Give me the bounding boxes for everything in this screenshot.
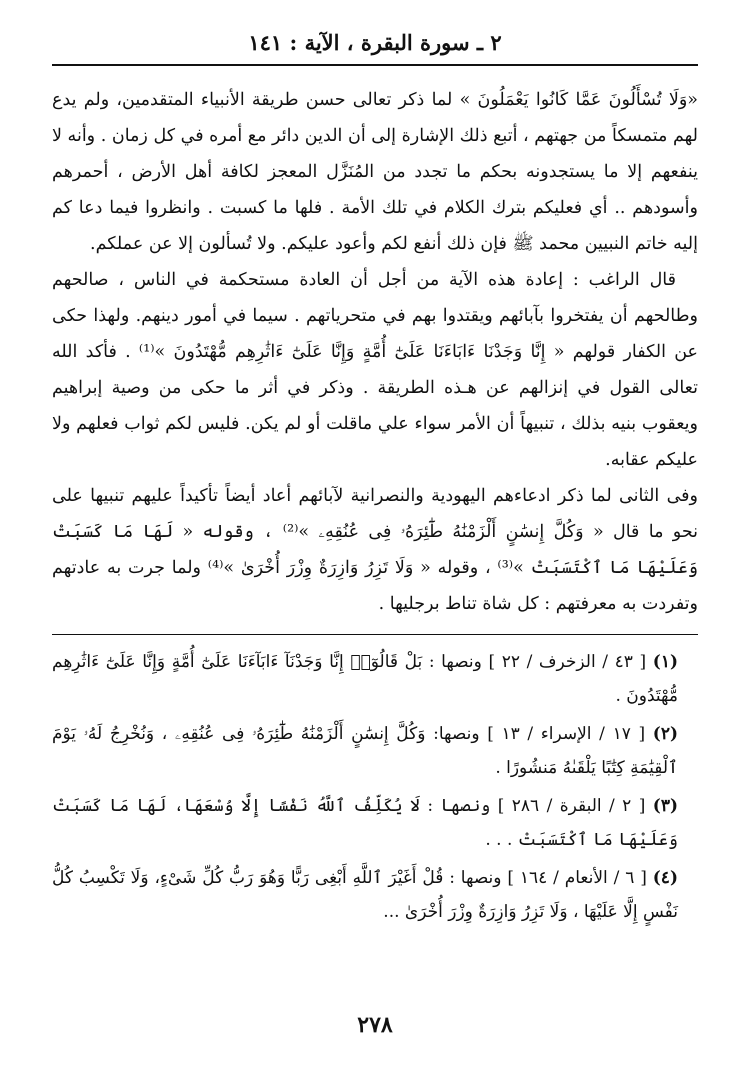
footnote-4 <box>52 861 698 929</box>
footnote-number: (٤) <box>652 868 678 888</box>
footnote-text: [ ٦ / الأنعام / ١٦٤ ] ونصها : قُلْ أَغَيْرَ ٱللَّهِ أَبْغِى رَبًّا وَهُوَ رَبُّ كُلِّ شَىْءٍ، وَلَا تَكْسِبُ كُلُّ نَفْسٍ إِلَّا عَلَيْهَا ، وَلَا تَزِرُ وَازِرَةٌ وِزْرَ أُخْرَىٰ ... <box>52 868 678 922</box>
header-rule <box>52 64 698 66</box>
book-page <box>52 28 698 1038</box>
footnote-1 <box>52 645 698 713</box>
footnote-number: (٢) <box>652 724 678 744</box>
footnote-number: (١) <box>652 652 678 672</box>
page-number: ٢٧٨ <box>357 1012 393 1038</box>
running-header: ٢ ـ سورة البقرة ، الآية : ١٤١ <box>248 30 502 55</box>
footnote-3 <box>52 789 698 857</box>
paragraph-2: قال الراغب : إعادة هذه الآية من أجل أن العادة مستحكمة في الناس ، صالحهم وطالحهم أن يفتخروا بآبائهم ويقتدوا بهم في متحرياتهم . سيما في أمور دينهم. ولهذا حكى عن الكفار قولهم « إِنَّا وَجَدْنَا ءَابَاءَنَا عَلَىٰٓ أُمَّةٍ وَإِنَّا عَلَىٰٓ ءَاثَٰرِهِم مُّهْتَدُونَ »⁽¹⁾ . فأكد الله تعالى القول في إنزالهم عن هـذه الطريقة . وذكر في أثر ما حكى من وصية إبراهيم ويعقوب بنيه بذلك ، تنبيهاً أن الأمر سواء علي ماقلت أو لم يكن. فليس لكم ثواب فعلهم ولا عليكم عقابه. <box>52 270 698 470</box>
footnote-text: [ ٢ / البقرة / ٢٨٦ ] ونصها : لَا يُكَلِّفُ ٱللَّهُ نَفْسًا إِلَّا وُسْعَهَا، لَهَا مَا كَسَبَتْ وَعَلَيْهَا مَا ٱكْتَسَبَتْ . . . <box>52 796 678 850</box>
footnote-text: [ ٤٣ / الزخرف / ٢٢ ] ونصها : بَلْ قَالُوٓا۟ إِنَّا وَجَدْنَآ ءَابَآءَنَا عَلَىٰٓ أُمَّةٍ وَإِنَّا عَلَىٰٓ ءَاثَٰرِهِم مُّهْتَدُونَ . <box>52 652 678 706</box>
footnote-2 <box>52 717 698 785</box>
footnote-text: [ ١٧ / الإسراء / ١٣ ] ونصها: وَكُلَّ إِنسَٰنٍ أَلْزَمْنَٰهُ طَٰٓئِرَهُۥ فِى عُنُقِهِۦ ، وَنُخْرِجُ لَهُۥ يَوْمَ ٱلْقِيَٰمَةِ كِتَٰبًا يَلْقَىٰهُ مَنشُورًا . <box>52 724 678 778</box>
footnote-number: (٣) <box>652 796 678 816</box>
footnotes <box>52 645 698 929</box>
footnote-rule <box>52 634 698 635</box>
main-text <box>52 82 698 622</box>
paragraph-3: وفى الثانى لما ذكر ادعاءهم اليهودية والنصرانية لآبائهم أعاد أيضاً تأكيداً عليهم تنبيها على نحو ما قال « وَكُلَّ إِنسَٰنٍ أَلْزَمْنَٰهُ طَٰٓئِرَهُۥ فِى عُنُقِهِۦ »⁽²⁾ ، وقوله « لَهَا مَا كَسَبَتْ وَعَلَيْهَا مَا ٱكْتَسَبَتْ »⁽³⁾ ، وقوله « وَلَا تَزِرُ وَازِرَةٌ وِزْرَ أُخْرَىٰ »⁽⁴⁾ ولما جرت به عادتهم وتفردت به معرفتهم : كل شاة تناط برجليها . <box>52 486 698 614</box>
paragraph-1: «وَلَا تُسْأَلُونَ عَمَّا كَانُوا يَعْمَلُونَ » لما ذكر تعالى حسن طريقة الأنبياء المتقدمين، ولم يدع لهم متمسكاً من جهتهم ، أتبع ذلك الإشارة إلى أن الدين دائر مع أمره في كل زمان . وأنه لا ينفعهم إلا ما يستجدونه بحكم ما تجدد من المُنَزَّل المعجز لكافة أهل الأرض ، أحمرهم وأسودهم .. أي فعليكم بترك الكلام في تلك الأمة . فلها ما كسبت . وانظروا فيما دعا كم إليه خاتم النبيين محمد ﷺ فإن ذلك أنفع لكم وأعود عليكم. ولا تُسألون إلا عن عملكم. <box>52 90 698 254</box>
